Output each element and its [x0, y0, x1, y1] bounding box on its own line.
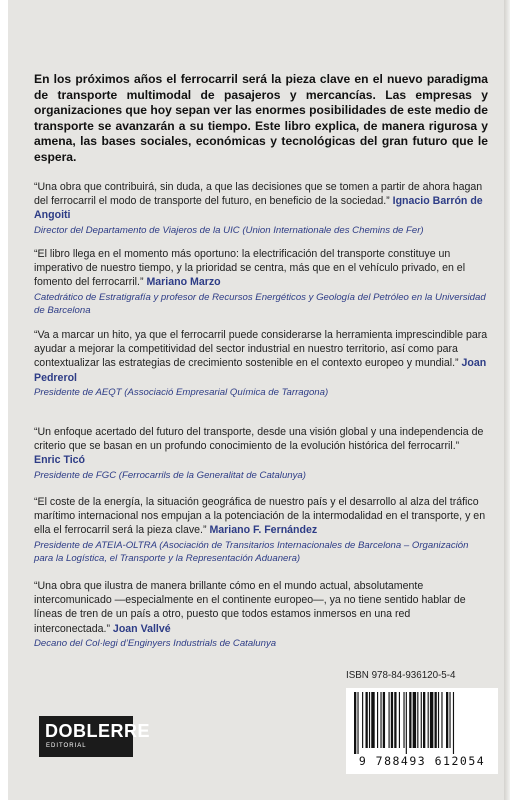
- barcode-bar: [394, 692, 396, 748]
- quote-text: “El libro llega en el momento más oportuno: la electrificación del transporte constituye un imperativo de nuestro tiempo, y la prioridad se centra, más que en el vehículo privado, en el fomento del ferrocarril.”: [34, 248, 466, 289]
- barcode-bar: [371, 692, 374, 748]
- quote-role: Director del Departamento de Viajeros de la UIC (Union Internationale des Chemins de Fer): [34, 224, 424, 236]
- isbn-label: ISBN 978-84-936120-5-4: [346, 670, 456, 681]
- publisher-name: DOBLERRE: [45, 721, 151, 741]
- barcode-bar: [377, 692, 378, 748]
- barcode: [346, 688, 498, 774]
- barcode-bar: [421, 692, 422, 748]
- barcode-bar: [438, 692, 439, 748]
- barcode-bar: [406, 692, 407, 754]
- barcode-bar: [435, 692, 437, 748]
- barcode-bar: [403, 692, 404, 748]
- quote-author: Ignacio Barrón de Angoiti: [34, 195, 483, 222]
- barcode-bar: [449, 692, 450, 748]
- barcode-bar: [423, 692, 425, 748]
- barcode-bar: [430, 692, 433, 748]
- back-cover: [8, 0, 504, 800]
- quote-5: [34, 495, 488, 565]
- barcode-bar: [409, 692, 411, 748]
- barcode-bar: [399, 692, 400, 748]
- barcode-bar: [380, 692, 381, 748]
- barcode-bar: [413, 692, 416, 748]
- barcode-bar: [428, 692, 429, 748]
- barcode-bar: [383, 692, 385, 748]
- quote-3: [34, 328, 488, 399]
- quote-role: Catedrático de Estratigrafía y profesor de Recursos Energéticos y Geología del Petróleo en la Universidad de Barcelona: [34, 291, 486, 316]
- barcode-bar: [362, 692, 363, 748]
- quote-6: [34, 579, 488, 650]
- quote-text: “Una obra que contribuirá, sin duda, a que las decisiones que se tomen a partir de ahora hagan del ferrocarril el modo de transporte del futuro, en beneficio de la sociedad.”: [34, 181, 483, 208]
- barcode-bar: [417, 692, 418, 748]
- publisher-logo: [39, 716, 151, 757]
- quote-text: “Una obra que ilustra de manera brillante cómo en el mundo actual, absolutamente intercomunicado —especialmente en el continente europeo—, ya no tiene sentido hablar de líneas de tren de un país a otro, puesto que todos estamos inmersos en una red interconectada.”: [34, 580, 466, 635]
- publisher-sub: EDITORIAL: [46, 743, 87, 749]
- barcode-bar: [391, 692, 393, 748]
- quote-text: “Un enfoque acertado del futuro del transporte, desde una visión global y una independencia de criterio que se basan en un profundo conocimiento de la evolución histórica del ferrocarril.”: [34, 426, 484, 453]
- quote-text: “El coste de la energía, la situación geográfica de nuestro país y el desarrollo al alza del tráfico marítimo internacional nos empujan a la potenciación de la intermodalidad en el transporte, y en ella el ferrocarril será la pieza clave.”: [34, 496, 486, 537]
- barcode-bar: [441, 692, 442, 748]
- quote-4: [34, 425, 488, 482]
- quote-2: [34, 247, 488, 317]
- quote-author: Joan Vallvé: [112, 622, 171, 635]
- quote-1: [34, 180, 488, 237]
- quote-author: Mariano F. Fernández: [209, 524, 318, 537]
- quote-role: Presidente de FGC (Ferrocarrils de la Generalitat de Catalunya): [34, 469, 306, 481]
- quote-author: Mariano Marzo: [146, 276, 221, 289]
- barcode-bar: [354, 692, 356, 754]
- barcode-bar: [453, 692, 454, 754]
- quote-author: Enric Ticó: [34, 454, 86, 467]
- barcode-digits: 9 788493 612054: [358, 754, 486, 768]
- quote-role: Presidente de ATEIA-OLTRA (Asociación de Transitarios Internacionales de Barcelona – Organización para la Logística, el Transporte y la Representación Aduanera): [34, 539, 469, 564]
- barcode-bar: [446, 692, 448, 748]
- barcode-bar: [366, 692, 368, 748]
- quote-author: Joan Pedrerol: [34, 357, 487, 384]
- barcode-bar: [389, 692, 390, 748]
- intro-paragraph: En los próximos años el ferrocarril será la pieza clave en el nuevo paradigma de transporte multimodal de pasajeros y mercancías. Las empresas y organizaciones que hoy sepan ver las enormes posibilidades de este medio de transporte se avanzarán a su tiempo. Este libro explica, de manera rigurosa y amena, las bases sociales, económicas y tecnológicas del gran futuro que le espera.: [34, 72, 488, 164]
- quote-text: “Va a marcar un hito, ya que el ferrocarril puede considerarse la herramienta imprescindible para ayudar a mejorar la competitividad del sector industrial en nuestro territorio, así como para contextualizar las estrategias de crecimiento sostenible en el contexto europeo y mundial.”: [34, 329, 488, 370]
- barcode-bar: [369, 692, 370, 748]
- quote-role: Decano del Col·legi d’Enginyers Industrials de Catalunya: [34, 637, 277, 649]
- barcode-bar: [357, 692, 358, 754]
- barcode-bars: [352, 692, 492, 754]
- quote-role: Presidente de AEQT (Associació Empresarial Química de Tarragona): [34, 386, 329, 398]
